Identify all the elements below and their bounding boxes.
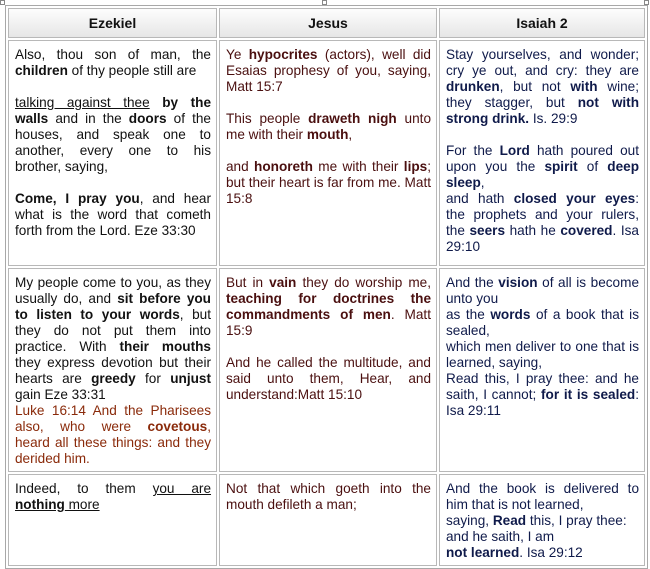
bold-text: lips <box>403 159 428 174</box>
cell-jesus <box>219 474 437 566</box>
bold-text: not with strong drink. <box>446 95 639 126</box>
text: of the houses, and speak one to another, every one to his brother, saying, <box>15 111 211 174</box>
header-isaiah: Isaiah 2 <box>439 8 645 38</box>
bold-text: spirit <box>544 159 578 174</box>
text: And he called the multitude, and said unto them, Hear, and understand:Matt 15:10 <box>226 355 431 402</box>
header-row <box>8 8 645 38</box>
text: and in the <box>48 111 129 126</box>
cell-isaiah <box>439 268 645 472</box>
bold-text: unjust <box>170 371 212 386</box>
text: (actors), well did Esaias prophesy of you, saying, Matt 15:7 <box>226 47 431 94</box>
text: And the book is delivered to him that is not learned, <box>446 481 639 512</box>
text: : the prophets and your rulers, the <box>446 191 639 238</box>
text: For the <box>446 143 500 158</box>
bold-text: Read <box>492 513 527 528</box>
text: My people come to you, as they usually do, and <box>15 275 211 306</box>
text: hath poured out upon you the <box>446 143 640 174</box>
bold-text: vision <box>498 275 538 290</box>
text: . Isa 29:12 <box>519 545 583 560</box>
cell-ezekiel <box>8 268 217 472</box>
cell-ezekiel <box>8 40 217 266</box>
bold-text: with <box>570 79 598 94</box>
table-row <box>8 40 645 266</box>
text: Not that which goeth into the mouth defileth a man; <box>226 481 431 512</box>
bold-text: nothing <box>15 497 65 512</box>
text: as the <box>446 307 491 322</box>
bold-text: honoreth <box>254 159 313 174</box>
text: they do worship me, <box>296 275 431 290</box>
bold-text: drunken <box>446 79 500 94</box>
bold-text: for it is sealed <box>541 387 636 402</box>
comparison-table <box>5 5 648 569</box>
text: of thy people still are <box>67 63 197 78</box>
text: . Isa 29:10 <box>446 223 639 254</box>
text: me with their <box>312 159 404 174</box>
text: and <box>226 159 255 174</box>
cell-jesus <box>219 40 437 266</box>
bold-text: doors <box>128 111 167 126</box>
text: , and hear what is the word that cometh forth from the Lord. Eze 33:30 <box>15 191 211 238</box>
text: Stay yourselves, and wonder; cry ye out, and cry: they are <box>446 47 639 78</box>
bold-text: mouth <box>306 127 349 142</box>
cell-jesus <box>219 268 437 472</box>
text: for <box>135 371 171 386</box>
text: hath he <box>505 223 561 238</box>
text: Is. 29:9 <box>529 111 578 126</box>
text: But in <box>226 275 270 290</box>
text: : Isa 29:11 <box>446 387 639 418</box>
bold-text: sit before you to listen to your words <box>15 291 211 322</box>
text: Read this, I pray thee: and he saith, I cannot; <box>446 371 639 402</box>
text: of a book that is sealed, <box>446 307 640 338</box>
bold-text: covetous <box>147 419 208 434</box>
text: . Matt 15:9 <box>226 307 431 338</box>
table-row <box>8 268 645 472</box>
bold-text: seers <box>469 223 506 238</box>
bold-text: Lord <box>499 143 530 158</box>
bold-text: their mouths <box>119 339 211 354</box>
text: which men deliver to one that is learned, saying, <box>446 339 639 370</box>
header-ezekiel: Ezekiel <box>8 8 217 38</box>
header-jesus: Jesus <box>219 8 437 38</box>
text: ; but their heart is far from me. Matt 15:8 <box>226 159 431 206</box>
bold-text: greedy <box>91 371 136 386</box>
bold-text: deep sleep <box>446 159 639 190</box>
text: Luke 16:14 And the Pharisees also, who were <box>15 403 211 434</box>
underlined-text: more <box>64 497 100 512</box>
cell-ezekiel <box>8 474 217 566</box>
text: and he saith, I am <box>446 529 555 544</box>
text: And the <box>446 275 499 290</box>
text: Ye <box>226 47 249 62</box>
text: This people <box>226 111 309 126</box>
underlined-text: you are <box>152 481 212 496</box>
bold-text: Come, I pray you <box>15 191 140 206</box>
text: Also, thou son of man, the <box>15 47 211 62</box>
text: of all is become unto you <box>446 275 639 306</box>
text: this, I pray thee: <box>526 513 627 528</box>
bold-text: words <box>490 307 531 322</box>
text: saying, <box>446 513 493 528</box>
text: Indeed, to them <box>15 481 153 496</box>
bold-text: closed your eyes <box>513 191 636 206</box>
cell-isaiah <box>439 40 645 266</box>
text: and hath <box>446 191 514 206</box>
bold-text: by the walls <box>15 95 212 126</box>
bold-text: draweth nigh <box>308 111 397 126</box>
text: , <box>480 175 485 190</box>
text: they express devotion but their hearts are <box>15 355 211 386</box>
bold-text: hypocrites <box>248 47 318 62</box>
text: , heard all these things: and they derided him. <box>15 419 211 466</box>
underlined-text: talking against thee <box>15 95 150 110</box>
text: gain Eze 33:31 <box>15 387 106 402</box>
bold-text: not learned <box>446 545 520 560</box>
text: , <box>348 127 353 142</box>
bold-text: teaching for doctrines the commandments of men <box>226 291 431 322</box>
bold-text: children <box>15 63 68 78</box>
cell-isaiah <box>439 474 645 566</box>
text: , but not <box>499 79 571 94</box>
bold-text: covered <box>560 223 613 238</box>
bold-text: vain <box>269 275 297 290</box>
table-row <box>8 474 645 566</box>
text: of <box>577 159 608 174</box>
text: wine; they stagger, but <box>446 79 639 110</box>
text: unto me with their <box>226 111 432 142</box>
text: , but they do not put them into practice. With <box>15 307 212 354</box>
